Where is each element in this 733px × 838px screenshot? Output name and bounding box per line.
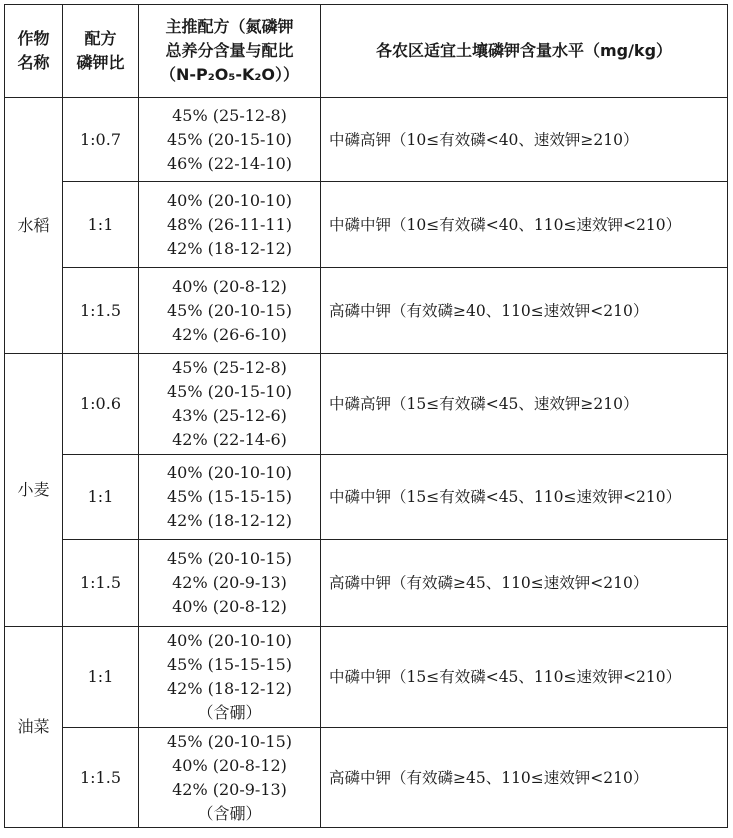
crop-name-cell: 水稻	[5, 98, 63, 354]
header-crop-line: 名称	[17, 53, 50, 72]
ratio-cell: 1:0.6	[63, 354, 139, 455]
ratio-cell: 1:1.5	[63, 268, 139, 354]
formula-cell	[139, 182, 321, 268]
formula-cell	[139, 455, 321, 540]
fertilizer-formula-table	[4, 4, 728, 828]
formula-line: 42% (18-12-12)	[166, 238, 293, 258]
formula-line: 40% (20-10-10)	[166, 631, 293, 650]
ratio-cell: 1:0.7	[63, 98, 139, 182]
table-row	[5, 98, 728, 182]
formula-line: 45% (25-12-8)	[172, 105, 287, 125]
header-ratio	[63, 5, 139, 98]
formula-line: 42% (20-9-13)	[172, 779, 287, 799]
header-formula-line: （N-P₂O₅-K₂O））	[159, 65, 300, 84]
header-ratio-line: 配方	[84, 29, 117, 48]
formula-line: 40% (20-10-10)	[166, 463, 293, 482]
formula-line: 40% (20-8-12)	[172, 276, 287, 296]
table-row	[5, 455, 728, 540]
formula-line: 46% (22-14-10)	[166, 153, 293, 173]
soil-level-cell: 中磷中钾（10≤有效磷<40、110≤速效钾<210）	[321, 182, 728, 268]
formula-line: 45% (15-15-15)	[166, 655, 293, 674]
soil-level-cell: 高磷中钾（有效磷≥40、110≤速效钾<210）	[321, 268, 728, 354]
header-crop	[5, 5, 63, 98]
header-row	[5, 5, 728, 98]
formula-line: 43% (25-12-6)	[172, 406, 287, 425]
soil-level-cell: 中磷中钾（15≤有效磷<45、110≤速效钾<210）	[321, 455, 728, 540]
crop-name-cell: 小麦	[5, 354, 63, 627]
formula-line: 42% (22-14-6)	[172, 430, 287, 449]
soil-level-cell: 中磷高钾（15≤有效磷<45、速效钾≥210）	[321, 354, 728, 455]
soil-level-cell: 高磷中钾（有效磷≥45、110≤速效钾<210）	[321, 540, 728, 627]
formula-line: 40% (20-8-12)	[172, 597, 287, 616]
formula-line: 45% (25-12-8)	[172, 358, 287, 377]
table-row	[5, 268, 728, 354]
table-row	[5, 354, 728, 455]
formula-cell	[139, 627, 321, 728]
ratio-cell: 1:1.5	[63, 540, 139, 627]
formula-line: 42% (18-12-12)	[166, 511, 293, 530]
formula-line: 45% (20-10-15)	[166, 549, 293, 568]
header-crop-line: 作物	[17, 29, 50, 48]
ratio-cell: 1:1.5	[63, 728, 139, 828]
formula-line: 40% (20-8-12)	[172, 755, 287, 775]
ratio-cell: 1:1	[63, 455, 139, 540]
formula-line: 45% (15-15-15)	[166, 487, 293, 506]
formula-line: 45% (20-10-15)	[166, 300, 293, 320]
header-formula-line: 主推配方（氮磷钾	[165, 17, 294, 36]
table-row	[5, 182, 728, 268]
table-row	[5, 627, 728, 728]
formula-cell	[139, 540, 321, 627]
soil-level-cell: 高磷中钾（有效磷≥45、110≤速效钾<210）	[321, 728, 728, 828]
header-formula-line: 总养分含量与配比	[165, 41, 294, 60]
formula-cell	[139, 268, 321, 354]
formula-cell	[139, 354, 321, 455]
formula-cell	[139, 728, 321, 828]
formula-cell	[139, 98, 321, 182]
table-row	[5, 728, 728, 828]
formula-line: 42% (18-12-12)	[166, 679, 293, 698]
formula-line: 48% (26-11-11)	[166, 214, 293, 234]
ratio-cell: 1:1	[63, 182, 139, 268]
table-body	[5, 98, 728, 828]
header-level: 各农区适宜土壤磷钾含量水平（mg/kg）	[321, 5, 728, 98]
formula-line: 42% (20-9-13)	[172, 573, 287, 592]
header-formula	[139, 5, 321, 98]
table-row	[5, 540, 728, 627]
crop-name-cell: 油菜	[5, 627, 63, 828]
formula-line: （含硼）	[197, 803, 262, 823]
formula-line: 42% (26-6-10)	[172, 324, 287, 344]
formula-line: 40% (20-10-10)	[166, 190, 293, 210]
formula-line: 45% (20-15-10)	[166, 382, 293, 401]
header-ratio-line: 磷钾比	[76, 53, 125, 72]
formula-line: （含硼）	[197, 703, 262, 722]
soil-level-cell: 中磷中钾（15≤有效磷<45、110≤速效钾<210）	[321, 627, 728, 728]
soil-level-cell: 中磷高钾（10≤有效磷<40、速效钾≥210）	[321, 98, 728, 182]
formula-line: 45% (20-10-15)	[166, 731, 293, 751]
formula-line: 45% (20-15-10)	[166, 129, 293, 149]
ratio-cell: 1:1	[63, 627, 139, 728]
